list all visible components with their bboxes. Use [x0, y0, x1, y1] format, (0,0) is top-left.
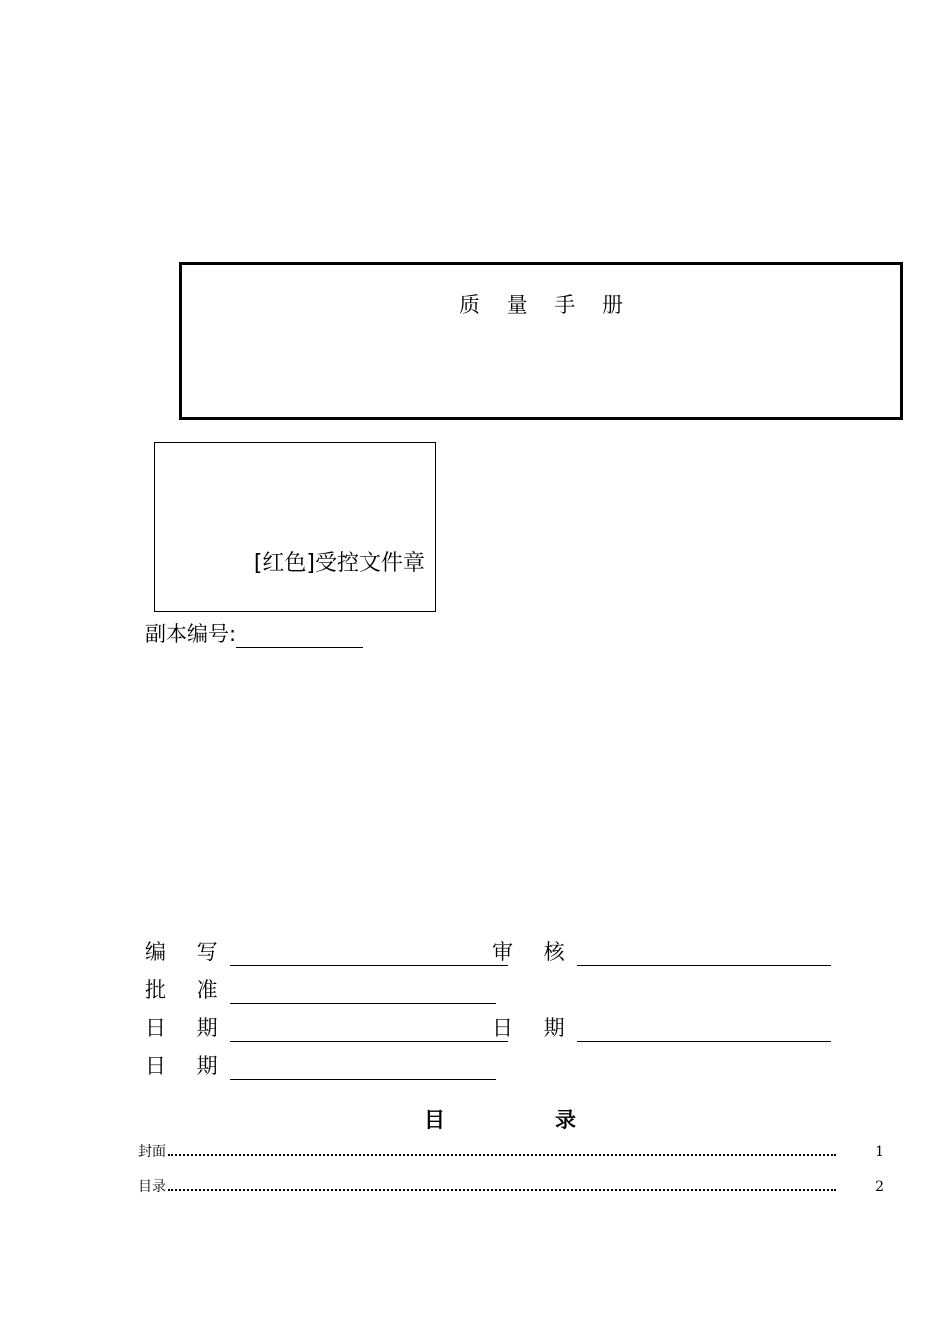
copy-number-field[interactable] [236, 625, 363, 648]
date-field-bottom[interactable] [230, 1057, 496, 1080]
date-field-right[interactable] [577, 1019, 831, 1042]
controlled-stamp-box [154, 442, 436, 612]
date-row-left [145, 1012, 508, 1042]
date-field-left[interactable] [230, 1019, 508, 1042]
stamp-text: [红色]受控文件章 [253, 551, 425, 576]
title-box [179, 262, 903, 420]
toc-entry-page: 1 [875, 1144, 884, 1160]
approver-field[interactable] [230, 981, 496, 1004]
date-label-right: 日 期 [492, 1016, 577, 1040]
date-label-bottom: 日 期 [145, 1054, 230, 1078]
toc-title-right: 录 [555, 1108, 576, 1132]
approver-label: 批 准 [145, 978, 230, 1002]
author-row [145, 936, 508, 966]
author-field[interactable] [230, 943, 508, 966]
date-row-right [492, 1012, 831, 1042]
toc-entry-page: 2 [875, 1179, 884, 1195]
author-label: 编 写 [145, 940, 230, 964]
reviewer-field[interactable] [577, 943, 831, 966]
document-title: 质 量 手 册 [458, 293, 634, 317]
reviewer-label: 审 核 [492, 940, 577, 964]
copy-number-label: 副本编号: [145, 622, 237, 646]
toc-entry-label: 目录 [138, 1179, 166, 1195]
toc-entry-label: 封面 [138, 1144, 166, 1160]
toc-leader-dots [168, 1179, 836, 1191]
date-label-left: 日 期 [145, 1016, 230, 1040]
date-row-bottom [145, 1050, 496, 1080]
toc-title [0, 1104, 950, 1134]
approver-row [145, 974, 496, 1004]
toc-entry[interactable] [138, 1141, 886, 1161]
toc-title-left: 目 [424, 1108, 445, 1132]
toc-leader-dots [168, 1144, 836, 1156]
reviewer-row [492, 936, 831, 966]
toc-entry[interactable] [138, 1176, 886, 1196]
copy-number-line [145, 618, 363, 648]
